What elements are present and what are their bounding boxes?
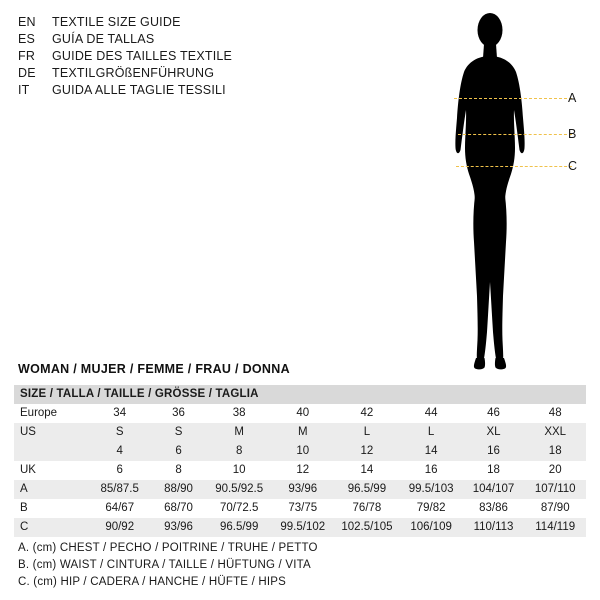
size-table: [14, 385, 586, 537]
language-title: GUIDA ALLE TAGLIE TESSILI: [52, 83, 226, 97]
table-row: [14, 480, 586, 499]
row-value: S: [115, 426, 124, 438]
row-value: XXL: [544, 426, 567, 438]
row-value: 85/87.5: [100, 483, 139, 495]
row-label: UK: [20, 464, 36, 476]
measure-label-c: C: [568, 159, 578, 173]
row-value: 68/70: [164, 502, 193, 514]
row-label: B: [20, 502, 28, 514]
row-value: 104/107: [472, 483, 515, 495]
language-row: [18, 48, 318, 65]
measure-label-b: B: [568, 127, 577, 141]
language-row: [18, 82, 318, 99]
row-value: 83/86: [479, 502, 508, 514]
row-value: 90.5/92.5: [215, 483, 264, 495]
row-value: XL: [486, 426, 501, 438]
row-value: M: [234, 426, 244, 438]
row-value: 18: [487, 464, 500, 476]
language-code: FR: [18, 49, 36, 63]
row-value: 4: [116, 445, 123, 457]
row-value: 42: [360, 407, 374, 419]
row-value: 38: [232, 407, 246, 419]
table-row: [14, 423, 586, 442]
table-row: [14, 499, 586, 518]
row-value: L: [363, 426, 371, 438]
table-row: [14, 518, 586, 537]
legend-line-b: B. (cm) WAIST / CINTURA / TAILLE / HÜFTUNG / VITA: [18, 559, 311, 571]
row-value: 12: [296, 464, 310, 476]
measure-line-c: [456, 166, 572, 167]
measure-line-b: [458, 134, 572, 135]
row-label: C: [20, 521, 29, 533]
row-value: 16: [424, 464, 438, 476]
row-value: 88/90: [164, 483, 193, 495]
row-value: 90/92: [105, 521, 135, 533]
measure-line-a: [454, 98, 572, 99]
row-value: 102.5/105: [341, 521, 393, 533]
row-value: 107/110: [534, 483, 576, 495]
row-value: 6: [116, 464, 123, 476]
language-title-list: [18, 14, 318, 99]
table-row: [14, 442, 586, 461]
language-code: IT: [18, 83, 30, 97]
row-value: 8: [235, 445, 243, 457]
row-value: 6: [175, 445, 182, 457]
row-value: M: [297, 426, 308, 438]
language-row: [18, 65, 318, 82]
row-value: 18: [548, 445, 562, 457]
measurement-legend: [18, 540, 318, 591]
row-value: L: [427, 426, 435, 438]
measure-label-a: A: [568, 91, 577, 105]
row-value: 76/78: [352, 502, 382, 514]
row-value: 36: [172, 407, 185, 419]
row-value: 70/72.5: [219, 502, 259, 514]
row-value: 79/82: [416, 502, 446, 514]
row-value: 44: [424, 407, 438, 419]
row-value: 46: [487, 407, 500, 419]
table-column-header: SIZE / TALLA / TAILLE / GRÖSSE / TAGLIA: [20, 388, 259, 400]
language-code: EN: [18, 15, 36, 29]
language-row: [18, 14, 318, 31]
row-value: 96.5/99: [219, 521, 259, 533]
row-value: 87/90: [540, 502, 570, 514]
language-code: ES: [18, 32, 36, 46]
language-row: [18, 31, 318, 48]
row-value: 12: [360, 445, 374, 457]
language-title: GUIDE DES TAILLES TEXTILE: [52, 49, 233, 63]
row-label: [14, 442, 89, 461]
language-title: TEXTILE SIZE GUIDE: [52, 15, 181, 29]
language-code: DE: [18, 66, 36, 80]
row-value: 96.5/99: [347, 483, 387, 495]
row-label: US: [20, 426, 36, 438]
row-value: 8: [175, 464, 182, 476]
row-value: 99.5/102: [280, 521, 326, 533]
row-value: 64/67: [105, 502, 135, 514]
row-value: 10: [296, 445, 310, 457]
row-value: 14: [424, 445, 438, 457]
female-figure-diagram: [430, 6, 595, 376]
row-label: A: [20, 483, 28, 495]
language-title: TEXTILGRÖßENFÜHRUNG: [52, 66, 215, 80]
row-value: 10: [232, 464, 246, 476]
row-value: 34: [113, 407, 127, 419]
row-label: Europe: [20, 407, 58, 419]
row-value: 73/75: [288, 502, 318, 514]
legend-line-c: C. (cm) HIP / CADERA / HANCHE / HÜFTE / HIPS: [18, 576, 287, 588]
row-value: 114/119: [535, 521, 576, 533]
row-value: 93/96: [164, 521, 193, 533]
table-row: [14, 404, 586, 423]
table-header-row: [14, 385, 586, 404]
row-value: 48: [548, 407, 562, 419]
row-value: 40: [296, 407, 310, 419]
female-silhouette-icon: [430, 6, 595, 376]
legend-line-a: A. (cm) CHEST / PECHO / POITRINE / TRUHE / PETTO: [18, 542, 318, 554]
table-row: [14, 461, 586, 480]
row-value: 16: [487, 445, 500, 457]
row-value: 99.5/103: [408, 483, 454, 495]
row-value: 110/113: [473, 521, 514, 533]
row-value: 14: [360, 464, 374, 476]
row-value: 106/109: [410, 521, 452, 533]
language-title: GUÍA DE TALLAS: [52, 32, 155, 46]
section-heading-woman: WOMAN / MUJER / FEMME / FRAU / DONNA: [18, 362, 290, 376]
row-value: 20: [548, 464, 562, 476]
row-value: S: [174, 426, 183, 438]
row-value: 93/96: [288, 483, 318, 495]
